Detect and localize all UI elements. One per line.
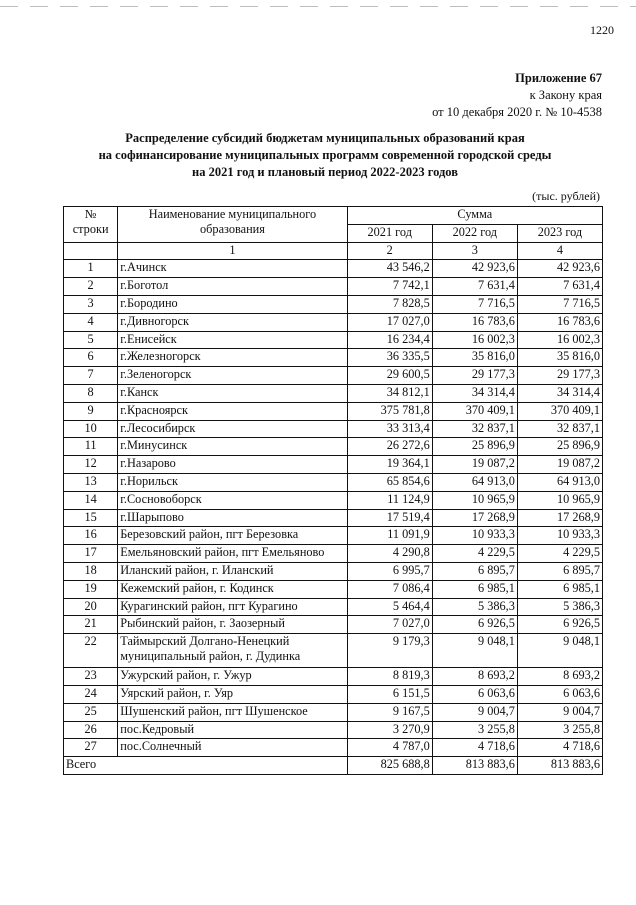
row-value-2021: 4 290,8 xyxy=(347,545,432,563)
table-row xyxy=(64,491,603,509)
row-number: 26 xyxy=(64,721,118,739)
appendix-title: Приложение 67 xyxy=(515,71,602,85)
document-title xyxy=(40,130,610,181)
table-row xyxy=(64,384,603,402)
col-index-0 xyxy=(64,242,118,260)
row-value-2021: 375 781,8 xyxy=(347,402,432,420)
row-municipality: пос.Кедровый xyxy=(118,721,347,739)
row-value-2021: 4 787,0 xyxy=(347,739,432,757)
row-municipality: Таймырский Долгано-Ненецкий муниципальный район, г. Дудинка xyxy=(118,634,347,668)
row-value-2021: 5 464,4 xyxy=(347,598,432,616)
table-row xyxy=(64,349,603,367)
table-row xyxy=(64,331,603,349)
row-value-2021: 7 828,5 xyxy=(347,295,432,313)
row-value-2023: 6 926,5 xyxy=(517,616,602,634)
row-value-2021: 29 600,5 xyxy=(347,367,432,385)
row-value-2022: 10 965,9 xyxy=(432,491,517,509)
row-municipality: г.Боготол xyxy=(118,278,347,296)
row-value-2023: 35 816,0 xyxy=(517,349,602,367)
row-value-2021: 36 335,5 xyxy=(347,349,432,367)
row-value-2021: 34 812,1 xyxy=(347,384,432,402)
col-index-1: 1 xyxy=(118,242,347,260)
row-value-2022: 7 631,4 xyxy=(432,278,517,296)
row-value-2022: 16 002,3 xyxy=(432,331,517,349)
page-number: 1220 xyxy=(590,23,614,37)
row-value-2023: 34 314,4 xyxy=(517,384,602,402)
row-value-2021: 43 546,2 xyxy=(347,260,432,278)
table-row xyxy=(64,456,603,474)
row-value-2022: 5 386,3 xyxy=(432,598,517,616)
row-value-2021: 19 364,1 xyxy=(347,456,432,474)
row-municipality: г.Ачинск xyxy=(118,260,347,278)
appendix-header xyxy=(432,70,602,121)
table-row xyxy=(64,278,603,296)
row-number: 9 xyxy=(64,402,118,420)
row-municipality: г.Зеленогорск xyxy=(118,367,347,385)
row-municipality: Уярский район, г. Уяр xyxy=(118,685,347,703)
row-number: 27 xyxy=(64,739,118,757)
row-value-2023: 6 063,6 xyxy=(517,685,602,703)
table-row xyxy=(64,598,603,616)
row-value-2021: 65 854,6 xyxy=(347,473,432,491)
row-value-2023: 10 933,3 xyxy=(517,527,602,545)
row-value-2022: 29 177,3 xyxy=(432,367,517,385)
title-line-2: на софинансирование муниципальных программ современной городской среды xyxy=(98,148,552,162)
row-value-2023: 19 087,2 xyxy=(517,456,602,474)
row-number: 21 xyxy=(64,616,118,634)
row-municipality: Рыбинский район, г. Заозерный xyxy=(118,616,347,634)
row-value-2022: 6 895,7 xyxy=(432,562,517,580)
row-number: 5 xyxy=(64,331,118,349)
table-row xyxy=(64,295,603,313)
table-row xyxy=(64,313,603,331)
row-value-2022: 64 913,0 xyxy=(432,473,517,491)
row-number: 2 xyxy=(64,278,118,296)
scan-top-edge xyxy=(0,6,636,7)
row-value-2021: 3 270,9 xyxy=(347,721,432,739)
table-row xyxy=(64,367,603,385)
row-number: 13 xyxy=(64,473,118,491)
row-value-2021: 17 027,0 xyxy=(347,313,432,331)
row-municipality: г.Шарыпово xyxy=(118,509,347,527)
row-number: 16 xyxy=(64,527,118,545)
table-row xyxy=(64,473,603,491)
table-row xyxy=(64,402,603,420)
row-value-2023: 4 718,6 xyxy=(517,739,602,757)
row-value-2022: 370 409,1 xyxy=(432,402,517,420)
table-row xyxy=(64,260,603,278)
table-row xyxy=(64,509,603,527)
row-number: 4 xyxy=(64,313,118,331)
row-number: 23 xyxy=(64,668,118,686)
row-value-2021: 9 167,5 xyxy=(347,703,432,721)
col-index-4: 4 xyxy=(517,242,602,260)
table-row xyxy=(64,616,603,634)
table-row xyxy=(64,634,603,668)
row-value-2021: 7 742,1 xyxy=(347,278,432,296)
row-number: 1 xyxy=(64,260,118,278)
row-value-2023: 9 004,7 xyxy=(517,703,602,721)
row-value-2022: 9 004,7 xyxy=(432,703,517,721)
total-2022: 813 883,6 xyxy=(432,757,517,775)
row-municipality: пос.Солнечный xyxy=(118,739,347,757)
row-value-2022: 10 933,3 xyxy=(432,527,517,545)
header-sum: Сумма xyxy=(347,207,602,225)
row-value-2022: 16 783,6 xyxy=(432,313,517,331)
row-municipality: г.Лесосибирск xyxy=(118,420,347,438)
row-value-2022: 8 693,2 xyxy=(432,668,517,686)
table-row xyxy=(64,721,603,739)
row-value-2022: 35 816,0 xyxy=(432,349,517,367)
row-value-2023: 7 716,5 xyxy=(517,295,602,313)
row-value-2023: 370 409,1 xyxy=(517,402,602,420)
row-municipality: Шушенский район, пгт Шушенское xyxy=(118,703,347,721)
row-number: 6 xyxy=(64,349,118,367)
row-value-2021: 8 819,3 xyxy=(347,668,432,686)
row-value-2022: 6 926,5 xyxy=(432,616,517,634)
row-value-2022: 32 837,1 xyxy=(432,420,517,438)
row-value-2021: 11 091,9 xyxy=(347,527,432,545)
row-value-2021: 7 086,4 xyxy=(347,580,432,598)
row-number: 20 xyxy=(64,598,118,616)
row-value-2023: 16 002,3 xyxy=(517,331,602,349)
header-num-line1: № xyxy=(84,207,97,221)
total-label: Всего xyxy=(64,757,348,775)
header-year-2022: 2022 год xyxy=(432,224,517,242)
row-value-2023: 6 985,1 xyxy=(517,580,602,598)
row-number: 15 xyxy=(64,509,118,527)
row-municipality: Кежемский район, г. Кодинск xyxy=(118,580,347,598)
header-num-line2: строки xyxy=(72,222,109,236)
table-row xyxy=(64,668,603,686)
row-number: 3 xyxy=(64,295,118,313)
row-municipality: г.Минусинск xyxy=(118,438,347,456)
total-2021: 825 688,8 xyxy=(347,757,432,775)
row-number: 25 xyxy=(64,703,118,721)
row-value-2023: 64 913,0 xyxy=(517,473,602,491)
table-row xyxy=(64,580,603,598)
row-municipality: г.Железногорск xyxy=(118,349,347,367)
header-name-line1: Наименование муниципального xyxy=(148,207,317,221)
row-value-2022: 7 716,5 xyxy=(432,295,517,313)
table-body xyxy=(64,260,603,757)
appendix-to-law: к Закону края xyxy=(529,88,602,102)
table-row xyxy=(64,703,603,721)
col-index-2: 2 xyxy=(347,242,432,260)
row-value-2022: 19 087,2 xyxy=(432,456,517,474)
table-row xyxy=(64,685,603,703)
row-number: 19 xyxy=(64,580,118,598)
total-row xyxy=(64,757,603,775)
row-municipality: г.Красноярск xyxy=(118,402,347,420)
row-value-2023: 4 229,5 xyxy=(517,545,602,563)
row-value-2023: 16 783,6 xyxy=(517,313,602,331)
row-value-2022: 4 718,6 xyxy=(432,739,517,757)
row-municipality: Иланский район, г. Иланский xyxy=(118,562,347,580)
subsidy-table xyxy=(63,206,603,775)
row-value-2023: 25 896,9 xyxy=(517,438,602,456)
row-value-2021: 16 234,4 xyxy=(347,331,432,349)
header-name-line2: образования xyxy=(200,222,265,236)
table-row xyxy=(64,545,603,563)
row-value-2023: 8 693,2 xyxy=(517,668,602,686)
row-municipality: Курагинский район, пгт Курагино xyxy=(118,598,347,616)
row-municipality: г.Назарово xyxy=(118,456,347,474)
title-line-3: на 2021 год и плановый период 2022-2023 годов xyxy=(192,165,458,179)
row-value-2023: 9 048,1 xyxy=(517,634,602,668)
row-number: 24 xyxy=(64,685,118,703)
units-label: (тыс. рублей) xyxy=(532,189,600,203)
row-number: 10 xyxy=(64,420,118,438)
col-index-3: 3 xyxy=(432,242,517,260)
header-year-2023: 2023 год xyxy=(517,224,602,242)
row-value-2021: 6 995,7 xyxy=(347,562,432,580)
row-value-2022: 6 985,1 xyxy=(432,580,517,598)
appendix-date: от 10 декабря 2020 г. № 10-4538 xyxy=(432,105,602,119)
row-value-2022: 42 923,6 xyxy=(432,260,517,278)
row-municipality: Ужурский район, г. Ужур xyxy=(118,668,347,686)
row-number: 17 xyxy=(64,545,118,563)
row-value-2023: 17 268,9 xyxy=(517,509,602,527)
row-number: 22 xyxy=(64,634,118,668)
row-value-2023: 7 631,4 xyxy=(517,278,602,296)
row-number: 18 xyxy=(64,562,118,580)
row-municipality: г.Канск xyxy=(118,384,347,402)
header-year-2021: 2021 год xyxy=(347,224,432,242)
row-number: 12 xyxy=(64,456,118,474)
row-value-2021: 11 124,9 xyxy=(347,491,432,509)
header-name xyxy=(118,207,347,243)
row-municipality: г.Енисейск xyxy=(118,331,347,349)
table-row xyxy=(64,527,603,545)
row-value-2021: 17 519,4 xyxy=(347,509,432,527)
row-municipality: г.Дивногорск xyxy=(118,313,347,331)
row-municipality: Березовский район, пгт Березовка xyxy=(118,527,347,545)
row-number: 14 xyxy=(64,491,118,509)
row-value-2021: 9 179,3 xyxy=(347,634,432,668)
table-row xyxy=(64,739,603,757)
row-value-2023: 29 177,3 xyxy=(517,367,602,385)
row-value-2023: 32 837,1 xyxy=(517,420,602,438)
table-row xyxy=(64,562,603,580)
row-municipality: г.Бородино xyxy=(118,295,347,313)
row-value-2021: 33 313,4 xyxy=(347,420,432,438)
row-value-2023: 10 965,9 xyxy=(517,491,602,509)
title-line-1: Распределение субсидий бюджетам муниципальных образований края xyxy=(125,131,525,145)
row-value-2021: 7 027,0 xyxy=(347,616,432,634)
table-row xyxy=(64,420,603,438)
header-num xyxy=(64,207,118,243)
row-value-2022: 9 048,1 xyxy=(432,634,517,668)
row-value-2023: 42 923,6 xyxy=(517,260,602,278)
row-value-2023: 5 386,3 xyxy=(517,598,602,616)
row-value-2021: 26 272,6 xyxy=(347,438,432,456)
row-value-2022: 3 255,8 xyxy=(432,721,517,739)
total-2023: 813 883,6 xyxy=(517,757,602,775)
row-number: 7 xyxy=(64,367,118,385)
row-number: 8 xyxy=(64,384,118,402)
row-municipality: г.Сосновоборск xyxy=(118,491,347,509)
row-value-2022: 25 896,9 xyxy=(432,438,517,456)
table-row xyxy=(64,438,603,456)
row-value-2022: 34 314,4 xyxy=(432,384,517,402)
row-value-2023: 6 895,7 xyxy=(517,562,602,580)
row-municipality: г.Норильск xyxy=(118,473,347,491)
row-value-2021: 6 151,5 xyxy=(347,685,432,703)
row-municipality: Емельяновский район, пгт Емельяново xyxy=(118,545,347,563)
row-value-2022: 4 229,5 xyxy=(432,545,517,563)
row-value-2022: 17 268,9 xyxy=(432,509,517,527)
row-number: 11 xyxy=(64,438,118,456)
row-value-2023: 3 255,8 xyxy=(517,721,602,739)
row-value-2022: 6 063,6 xyxy=(432,685,517,703)
